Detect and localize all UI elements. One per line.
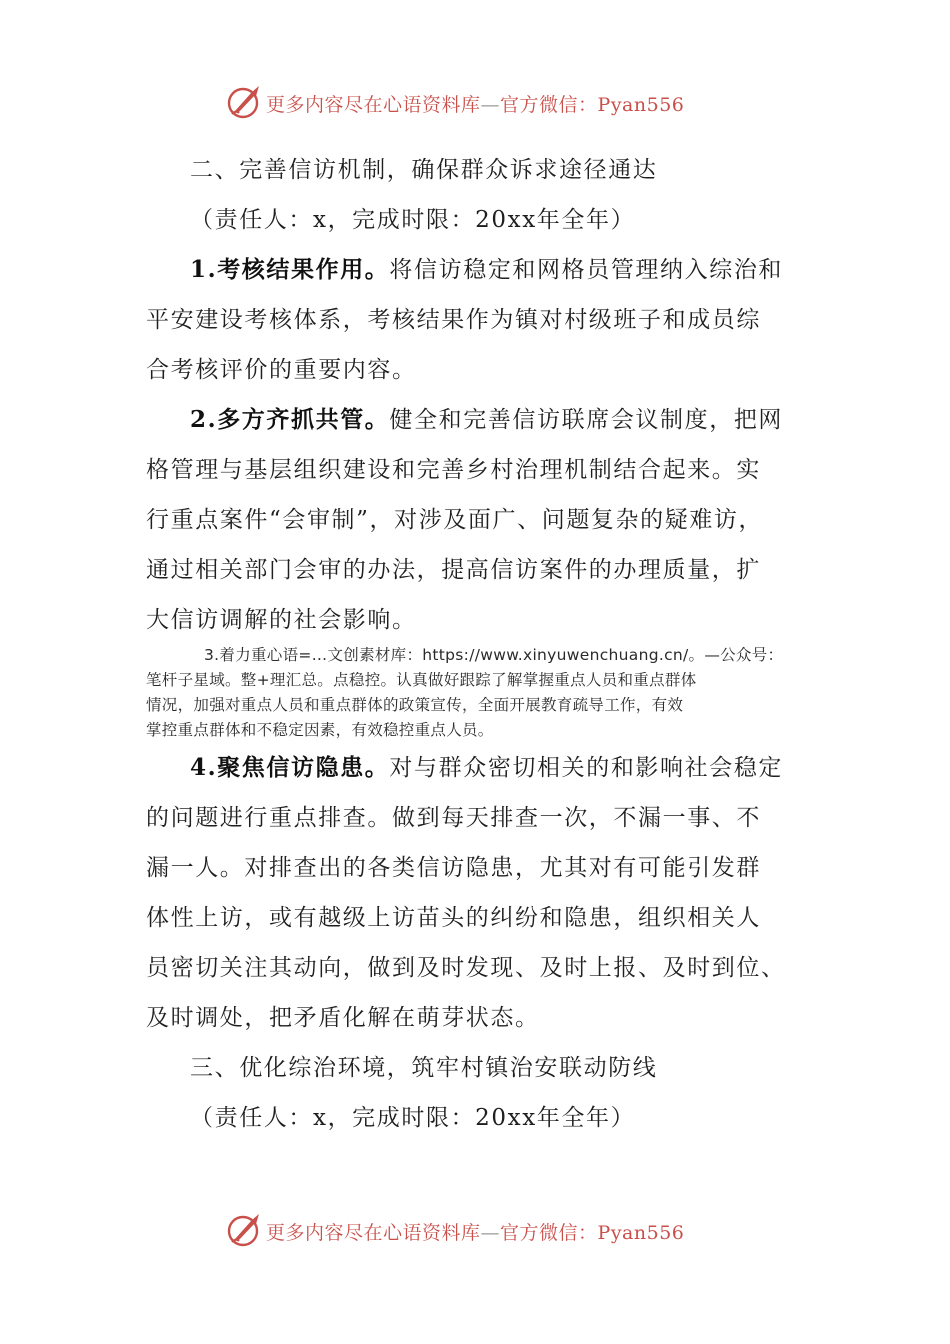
paragraph-3-line-3: 情况，加强对重点人员和重点群体的政策宣传，全面开展教育疏导工作，有效 — [146, 696, 684, 714]
paragraph-1-line-2: 平安建设考核体系，考核结果作为镇对村级班子和成员综 — [146, 307, 761, 333]
paragraph-2-line-2: 格管理与基层组织建设和完善乡村治理机制结合起来。实 — [146, 457, 761, 483]
paragraph-4-line-4: 体性上访，或有越级上访苗头的纠纷和隐患，组织相关人 — [146, 905, 761, 931]
section3-responsibility: （责任人：x，完成时限：20xx年全年） — [190, 1105, 636, 1131]
paragraph-2-line-1: 2.多方齐抓共管。健全和完善信访联席会议制度，把网 — [190, 406, 784, 433]
header-banner — [226, 82, 746, 122]
quill-pen-logo-icon — [226, 84, 262, 120]
paragraph-2-line-3: 行重点案件“会审制”，对涉及面广、问题复杂的疑难访， — [146, 507, 764, 533]
paragraph-2-heading: 2.多方齐抓共管。 — [190, 406, 390, 433]
paragraph-2-line-5: 大信访调解的社会影响。 — [146, 607, 417, 633]
section2-title: 二、完善信访机制，确保群众诉求途径通达 — [190, 157, 658, 183]
paragraph-1-line-3: 合考核评价的重要内容。 — [146, 357, 417, 383]
paragraph-4-line-3: 漏一人。对排查出的各类信访隐患，尤其对有可能引发群 — [146, 855, 761, 881]
paragraph-3-line-4: 掌控重点群体和不稳定因素，有效稳控重点人员。 — [146, 721, 494, 739]
paragraph-3-line-2: 笔杆子星域。整+理汇总。点稳控。认真做好跟踪了解掌握重点人员和重点群体 — [146, 671, 697, 689]
quill-pen-logo-icon — [226, 1212, 262, 1248]
section3-title: 三、优化综治环境，筑牢村镇治安联动防线 — [190, 1055, 658, 1081]
paragraph-1-heading: 1.考核结果作用。 — [190, 256, 390, 283]
paragraph-4-line-5: 员密切关注其动向，做到及时发现、及时上报、及时到位、 — [146, 955, 786, 981]
paragraph-4-line-2: 的问题进行重点排查。做到每天排查一次，不漏一事、不 — [146, 805, 761, 831]
header-banner-text: 更多内容尽在心语资料库—官方微信：Pyan556 — [266, 94, 685, 116]
paragraph-4-line-6: 及时调处，把矛盾化解在萌芽状态。 — [146, 1005, 540, 1031]
footer-banner-text: 更多内容尽在心语资料库—官方微信：Pyan556 — [266, 1222, 685, 1244]
footer-banner — [226, 1210, 746, 1250]
paragraph-3-line-1: 3.着力重心语=…文创素材库：https://www.xinyuwenchuang.cn/。—公众号： — [204, 646, 784, 664]
section2-responsibility: （责任人：x，完成时限：20xx年全年） — [190, 207, 636, 233]
paragraph-2-line-4: 通过相关部门会审的办法，提高信访案件的办理质量，扩 — [146, 557, 761, 583]
paragraph-1-line-1: 1.考核结果作用。将信访稳定和网格员管理纳入综治和 — [190, 256, 784, 283]
paragraph-4-line-1: 4.聚焦信访隐患。对与群众密切相关的和影响社会稳定 — [190, 754, 784, 781]
paragraph-4-heading: 4.聚焦信访隐患。 — [190, 754, 390, 781]
